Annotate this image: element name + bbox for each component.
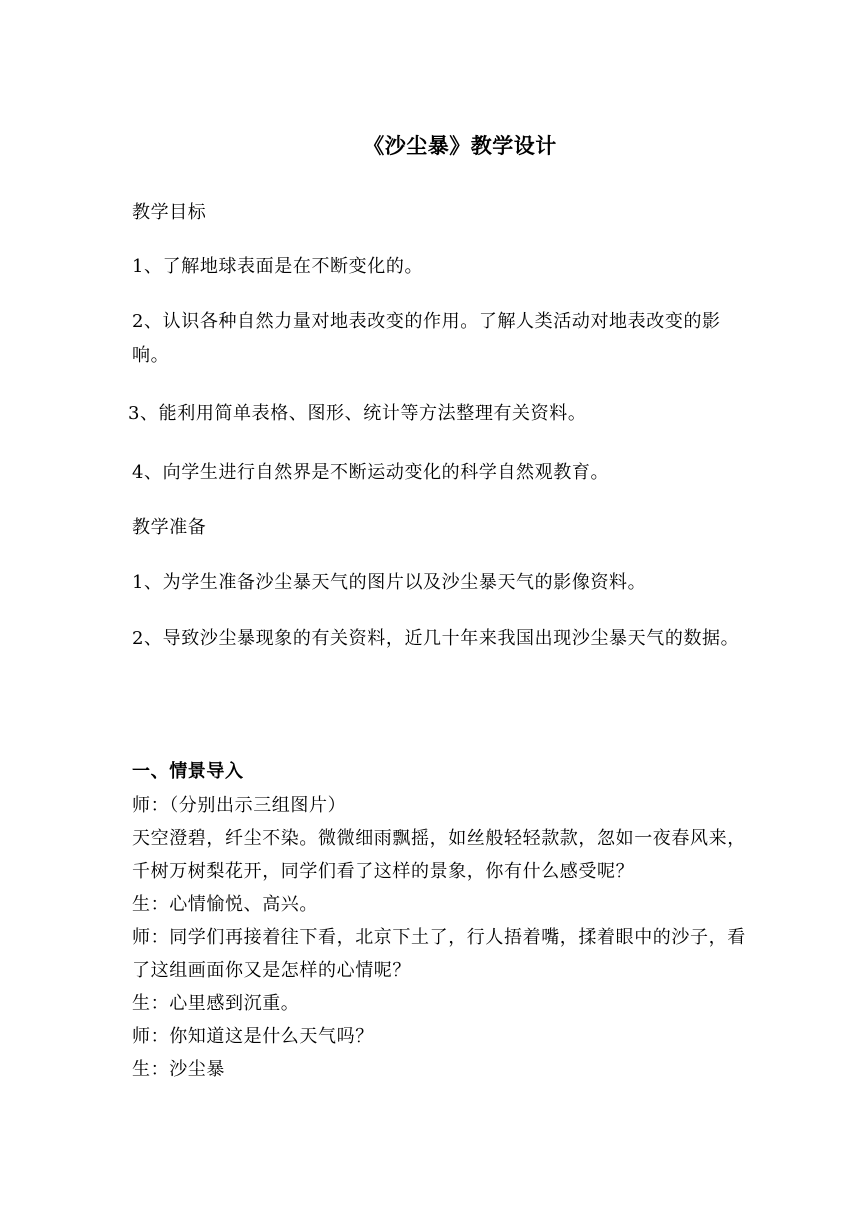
section1-heading: 一、情景导入 bbox=[132, 761, 244, 782]
objective-item-1: 1、了解地球表面是在不断变化的。 bbox=[132, 256, 424, 277]
preparation-item-1: 1、为学生准备沙尘暴天气的图片以及沙尘暴天气的影像资料。 bbox=[132, 572, 647, 593]
section1-line-1: 师：（分别出示三组图片） bbox=[132, 795, 347, 816]
objective-item-3: 3、能利用简单表格、图形、统计等方法整理有关资料。 bbox=[128, 403, 587, 424]
section1-line-3: 生：心情愉悦、高兴。 bbox=[132, 894, 318, 915]
section1-line-5: 生：心里感到沉重。 bbox=[132, 993, 300, 1014]
preparation-item-2: 2、导致沙尘暴现象的有关资料，近几十年来我国出现沙尘暴天气的数据。 bbox=[132, 628, 740, 649]
preparation-heading: 教学准备 bbox=[132, 517, 207, 538]
objective-item-4: 4、向学生进行自然界是不断运动变化的科学自然观教育。 bbox=[132, 462, 610, 483]
document-title: 《沙尘暴》教学设计 bbox=[363, 133, 557, 158]
objective-item-2: 2、认识各种自然力量对地表改变的作用。了解人类活动对地表改变的影响。 bbox=[132, 311, 721, 366]
section1-line-6: 师：你知道这是什么天气吗？ bbox=[132, 1026, 374, 1047]
objectives-heading: 教学目标 bbox=[132, 202, 207, 223]
section1-line-4: 师：同学们再接着往下看，北京下土了，行人捂着嘴，揉着眼中的沙子，看了这组画面你又是怎样的心情呢？ bbox=[132, 927, 746, 981]
section1-line-7: 生：沙尘暴 bbox=[132, 1059, 225, 1080]
section1-line-2: 天空澄碧，纤尘不染。微微细雨飘摇，如丝般轻轻款款，忽如一夜春风来，千树万树梨花开，同学们看了这样的景象，你有什么感受呢？ bbox=[132, 828, 746, 882]
